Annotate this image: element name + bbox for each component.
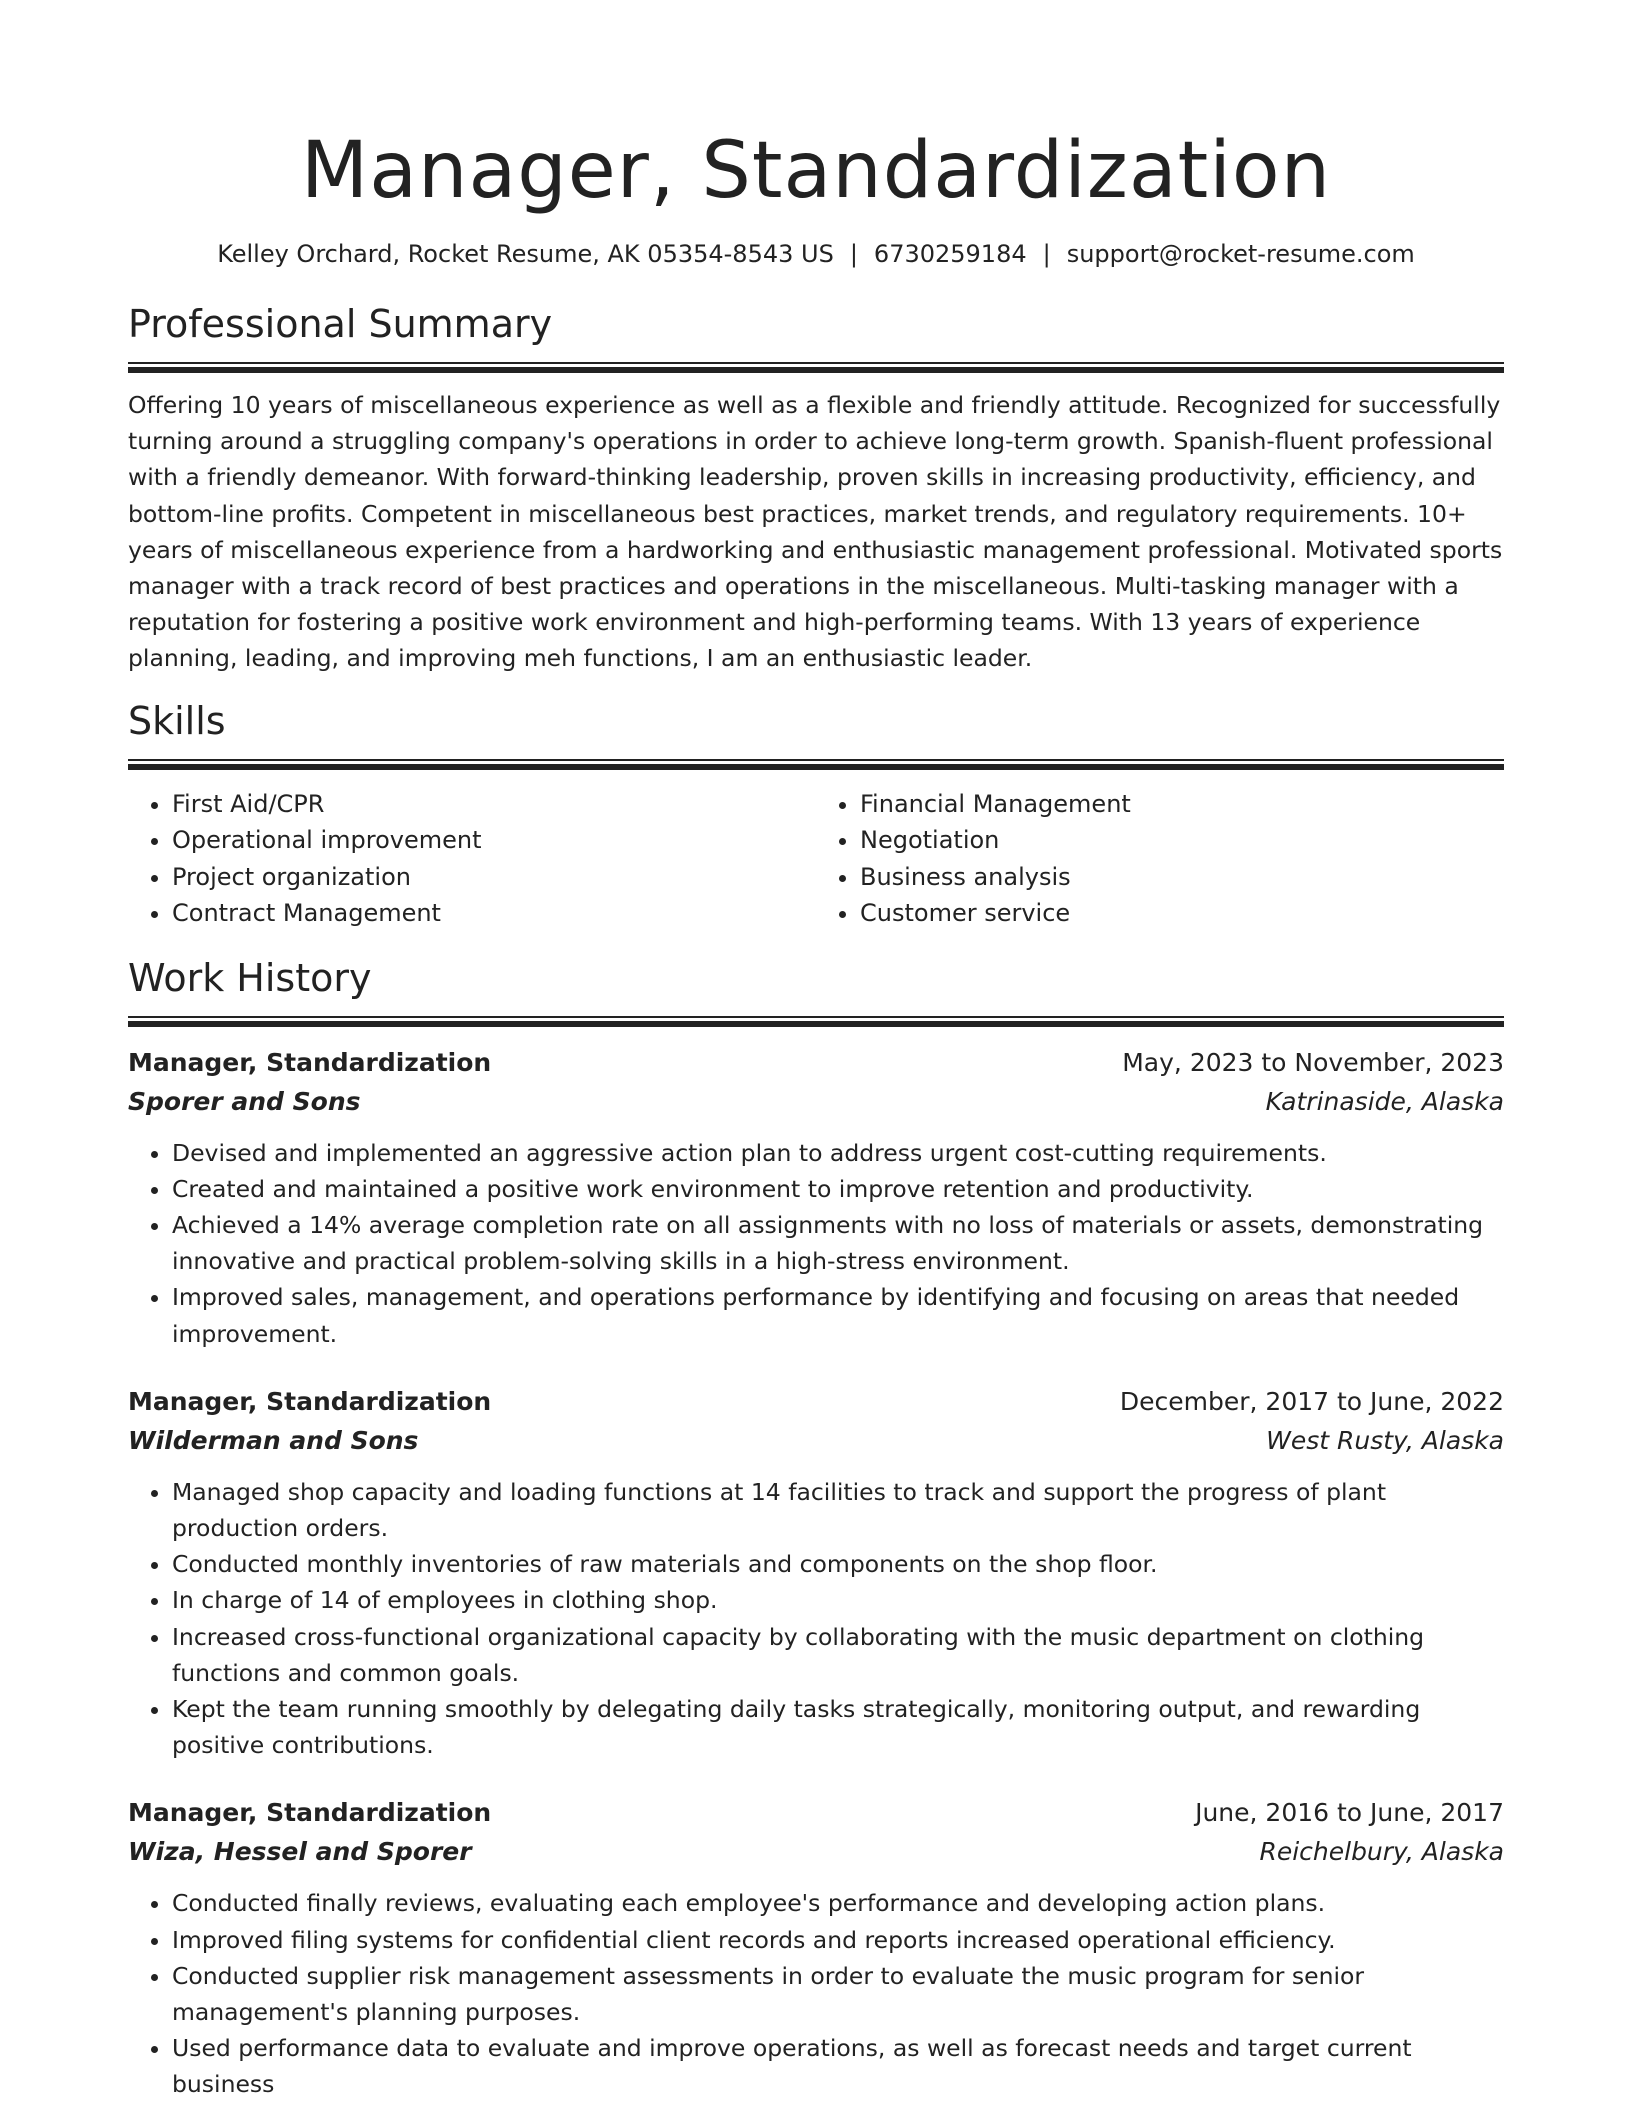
job-title: Manager, Standardization: [128, 1798, 492, 1828]
job-bullets: [128, 1135, 1504, 1352]
job-location: Reichelbury, Alaska: [1259, 1837, 1504, 1867]
summary-section: [128, 300, 1504, 677]
job-company: Wiza, Hessel and Sporer: [128, 1837, 472, 1867]
job-entry: [128, 1793, 1504, 2102]
skill-item: • Customer service: [860, 895, 1504, 932]
section-divider: [128, 1016, 1504, 1027]
job-dates: December, 2017 to June, 2022: [1119, 1386, 1504, 1416]
contact-email: support@rocket-resume.com: [1066, 240, 1415, 268]
skill-item: • Negotiation: [860, 822, 1504, 859]
resume-page: [128, 0, 1504, 2103]
job-header: [128, 1793, 1504, 1832]
work-section: [128, 954, 1504, 2103]
section-divider: [128, 759, 1504, 770]
skills-section: [128, 697, 1504, 932]
job-subheader: [128, 1082, 1504, 1121]
job-location: Katrinaside, Alaska: [1265, 1086, 1504, 1116]
job-bullet: • Kept the team running smoothly by delegating daily tasks strategically, monitoring output, and rewarding positive contributions.: [172, 1691, 1504, 1763]
contact-separator: |: [1042, 240, 1051, 268]
job-bullets: [128, 1885, 1504, 2102]
job-bullet: • In charge of 14 of employees in clothing shop.: [172, 1582, 1504, 1618]
skill-item: • Project organization: [172, 859, 816, 896]
skill-item: • Financial Management: [860, 786, 1504, 823]
contact-address: Kelley Orchard, Rocket Resume, AK 05354-8543 US: [217, 240, 834, 268]
contact-separator: |: [849, 240, 858, 268]
job-company: Wilderman and Sons: [128, 1425, 419, 1455]
section-title-summary: Professional Summary: [128, 302, 553, 346]
job-bullet: • Improved sales, management, and operations performance by identifying and focusing on areas that needed improvement.: [172, 1279, 1504, 1351]
job-bullet: • Managed shop capacity and loading functions at 14 facilities to track and support the progress of plant production orders.: [172, 1474, 1504, 1546]
skills-list-right: [816, 786, 1504, 932]
skill-item: • Operational improvement: [172, 822, 816, 859]
job-subheader: [128, 1421, 1504, 1460]
job-header: [128, 1382, 1504, 1421]
section-divider: [128, 362, 1504, 373]
job-bullet: • Achieved a 14% average completion rate on all assignments with no loss of materials or assets, demonstrating innovative and practical problem-solving skills in a high-stress environment.: [172, 1207, 1504, 1279]
skill-item: • Business analysis: [860, 859, 1504, 896]
job-bullet: • Created and maintained a positive work environment to improve retention and productivity.: [172, 1171, 1504, 1207]
job-bullet: • Improved filing systems for confidential client records and reports increased operational efficiency.: [172, 1922, 1504, 1958]
job-dates: June, 2016 to June, 2017: [1195, 1798, 1504, 1828]
section-title-work: Work History: [128, 955, 372, 1000]
job-bullet: • Conducted monthly inventories of raw materials and components on the shop floor.: [172, 1546, 1504, 1582]
skill-item: • Contract Management: [172, 895, 816, 932]
job-bullet: • Conducted finally reviews, evaluating each employee's performance and developing action plans.: [172, 1885, 1504, 1921]
job-dates: May, 2023 to November, 2023: [1122, 1047, 1504, 1077]
job-bullet: • Increased cross-functional organizational capacity by collaborating with the music department on clothing functions and common goals.: [172, 1619, 1504, 1691]
resume-name: Manager, Standardization: [300, 126, 1332, 216]
contact-phone: 6730259184: [873, 240, 1027, 268]
section-title-skills: Skills: [128, 698, 226, 743]
job-bullet: • Used performance data to evaluate and improve operations, as well as forecast needs and target current business: [172, 2030, 1504, 2102]
summary-text: Offering 10 years of miscellaneous experience as well as a flexible and friendly attitude. Recognized for successfully turning around a struggling company's operations in order to achieve long-term growth. Spanish-fluent professional with a friendly demeanor. With forward-thinking leadership, proven skills in increasing productivity, efficiency, and bottom-line profits. Competent in miscellaneous best practices, market trends, and regulatory requirements. 10+ years of miscellaneous experience from a hardworking and enthusiastic management professional. Motivated sports manager with a track record of best practices and operations in the miscellaneous. Multi-tasking manager with a reputation for fostering a positive work environment and high-performing teams. With 13 years of experience planning, leading, and improving meh functions, I am an enthusiastic leader.: [128, 391, 1503, 673]
job-title: Manager, Standardization: [128, 1386, 492, 1416]
job-bullet: • Devised and implemented an aggressive action plan to address urgent cost-cutting requirements.: [172, 1135, 1504, 1171]
skills-columns: [128, 786, 1504, 932]
job-bullet: • Conducted supplier risk management assessments in order to evaluate the music program for senior management's planning purposes.: [172, 1958, 1504, 2030]
job-subheader: [128, 1832, 1504, 1871]
job-company: Sporer and Sons: [128, 1086, 361, 1116]
job-entry: [128, 1043, 1504, 1352]
job-title: Manager, Standardization: [128, 1047, 492, 1077]
skill-item: • First Aid/CPR: [172, 786, 816, 823]
skills-list-left: [128, 786, 816, 932]
job-header: [128, 1043, 1504, 1082]
job-bullets: [128, 1474, 1504, 1764]
contact-line: [128, 238, 1504, 270]
job-entry: [128, 1382, 1504, 1764]
job-location: West Rusty, Alaska: [1266, 1425, 1504, 1455]
